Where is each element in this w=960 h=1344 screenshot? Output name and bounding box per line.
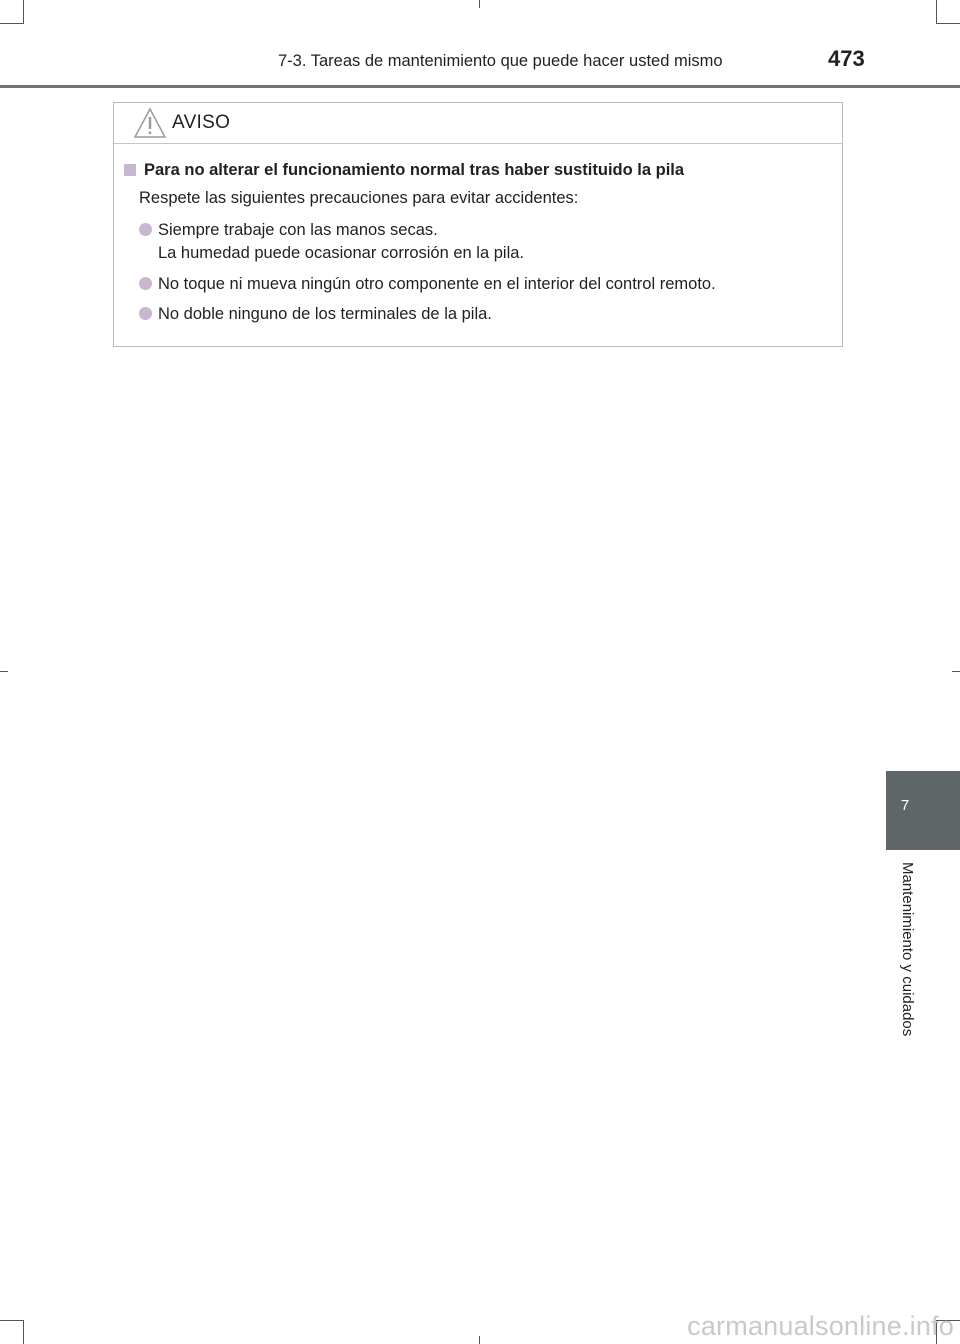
chapter-tab	[886, 771, 960, 850]
list-item-text: No doble ninguno de los terminales de la pila.	[158, 305, 492, 323]
list-item-text: No toque ni mueva ningún otro componente en el interior del control remoto.	[158, 275, 716, 293]
warning-intro: Respete las siguientes precauciones para evitar accidentes:	[139, 189, 579, 207]
warning-triangle-icon	[133, 107, 167, 139]
header-section-title: 7-3. Tareas de mantenimiento que puede hacer usted mismo	[278, 52, 723, 70]
watermark: carmanualsonline.info	[687, 1311, 954, 1341]
list-item	[139, 303, 492, 326]
circle-bullet-icon	[139, 277, 152, 290]
circle-bullet-icon	[139, 307, 152, 320]
warning-box	[113, 102, 843, 347]
warning-section-title-text: Para no alterar el funcionamiento normal tras haber sustituido la pila	[144, 161, 685, 179]
chapter-label: Mantenimiento y cuidados	[899, 862, 916, 1037]
warning-header	[114, 103, 842, 144]
warning-section-title	[124, 161, 684, 180]
square-bullet-icon	[124, 164, 136, 176]
chapter-number: 7	[900, 797, 910, 814]
warning-label: AVISO	[172, 112, 231, 133]
page-number: 473	[828, 46, 865, 71]
circle-bullet-icon	[139, 223, 152, 236]
list-item-text: Siempre trabaje con las manos secas.	[158, 221, 438, 239]
list-item-text-continued: La humedad puede ocasionar corrosión en la pila.	[158, 244, 524, 262]
header-rule	[0, 85, 960, 88]
list-item	[139, 219, 524, 265]
list-item	[139, 273, 716, 296]
